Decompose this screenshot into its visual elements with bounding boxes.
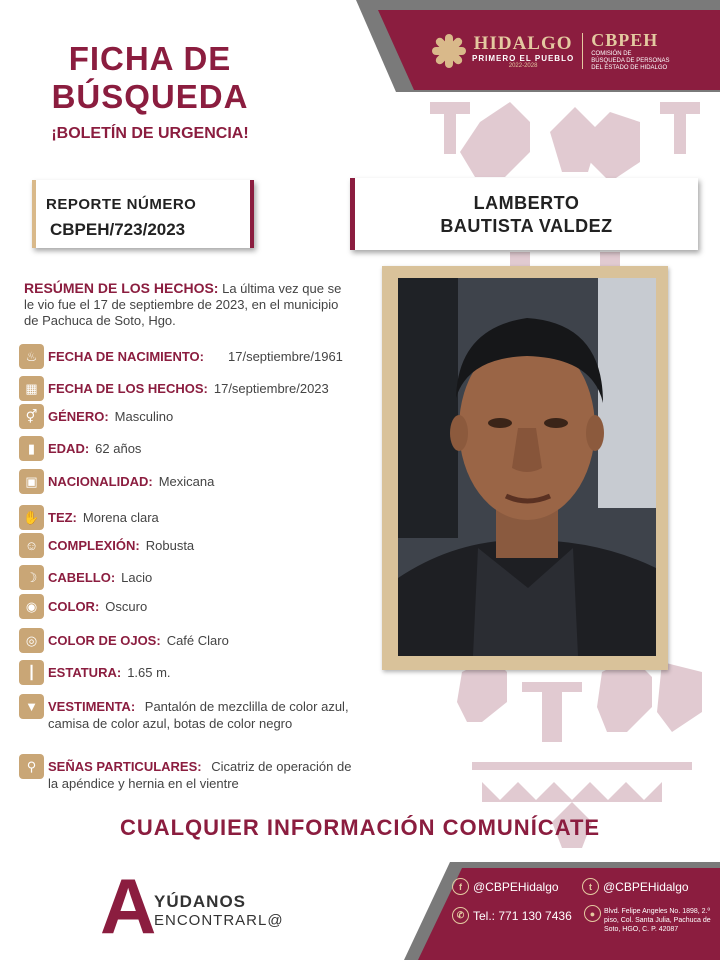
row-eyes: ◎ COLOR DE OJOS: Café Claro [19, 632, 229, 653]
summary [24, 280, 354, 329]
row-clothing: ▼ VESTIMENTA: Pantalón de mezclilla de color azul, camisa de color azul, botas de color negro [19, 698, 359, 732]
gender-icon: ⚥ [19, 404, 44, 429]
color-icon: ◉ [19, 594, 44, 619]
row-marks: ⚲ SEÑAS PARTICULARES: Cicatriz de operación de la apéndice y hernia en el vientre [19, 758, 364, 792]
row-gender: ⚥ GÉNERO: Masculino [19, 408, 173, 429]
photo-frame [382, 266, 668, 670]
cbpeh-logo: CBPEH COMISIÓN DE BÚSQUEDA DE PERSONAS DEL ESTADO DE HIDALGO [591, 30, 670, 71]
person-first-name: LAMBERTO [473, 193, 580, 213]
twitter-link[interactable]: t @CBPEHidalgo [582, 878, 689, 895]
hidalgo-flower-icon [432, 34, 466, 68]
phone-icon: ✆ [452, 907, 469, 924]
id-card-icon: ▣ [19, 469, 44, 494]
campaign-line1: YÚDANOS [154, 892, 247, 911]
person-last-name: BAUTISTA VALDEZ [440, 216, 613, 236]
person-name-box [350, 178, 698, 250]
body-icon: ☺ [19, 533, 44, 558]
age-icon: ▮ [19, 436, 44, 461]
person-photo [398, 278, 656, 656]
hair-icon: ☽ [19, 565, 44, 590]
row-birth: ♨ FECHA DE NACIMIENTO: 17/septiembre/1961 [19, 348, 343, 369]
campaign-logo-letter: A [100, 862, 157, 950]
location-pin-icon: ● [584, 905, 605, 922]
ruler-icon: ┃ [19, 660, 44, 685]
summary-label: RESÚMEN DE LOS HECHOS: [24, 280, 219, 296]
cake-icon: ♨ [19, 344, 44, 369]
report-number-box [32, 180, 254, 248]
urgent-bulletin: ¡BOLETÍN DE URGENCIA! [51, 125, 249, 142]
row-hair: ☽ CABELLO: Lacio [19, 569, 152, 590]
row-event-date: ▦ FECHA DE LOS HECHOS: 17/septiembre/2023 [19, 380, 329, 401]
campaign-line2: ENCONTRARL@ [154, 912, 284, 929]
eye-icon: ◎ [19, 628, 44, 653]
report-number: CBPEH/723/2023 [50, 220, 186, 239]
hand-icon: ✋ [19, 505, 44, 530]
row-age: ▮ EDAD: 62 años [19, 440, 141, 461]
calendar-icon: ▦ [19, 376, 44, 401]
row-height: ┃ ESTATURA: 1.65 m. [19, 664, 171, 685]
row-skin: ✋ TEZ: Morena clara [19, 509, 159, 530]
row-color: ◉ COLOR: Oscuro [19, 598, 147, 619]
header-logos [432, 30, 670, 72]
shirt-icon: ▼ [19, 694, 44, 719]
facebook-icon: f [452, 878, 469, 895]
magnifier-icon: ⚲ [19, 754, 44, 779]
phone-link[interactable]: ✆ Tel.: 771 130 7436 [452, 907, 572, 924]
report-label: REPORTE NÚMERO [46, 196, 197, 213]
header-divider [582, 33, 583, 69]
page-title: FICHA DE BÚSQUEDA [51, 40, 249, 115]
row-build: ☺ COMPLEXIÓN: Robusta [19, 537, 194, 558]
address: Blvd. Felipe Angeles No. 1898, 2.º piso, Col. Santa Julia, Pachuca de Soto, HGO, C. P. 42087 [604, 908, 711, 933]
twitter-icon: t [582, 878, 599, 895]
hidalgo-logo: HIDALGO PRIMERO EL PUEBLO 2022-2028 [472, 32, 575, 69]
call-to-action: CUALQUIER INFORMACIÓN COMUNÍCATE [119, 815, 601, 840]
facebook-link[interactable]: f @CBPEHidalgo [452, 878, 559, 895]
row-nationality: ▣ NACIONALIDAD: Mexicana [19, 473, 214, 494]
summary-text: La última vez que se le vio fue el 17 de septiembre de 2023, en el municipio de Pachuca de Soto, Hgo. [24, 281, 342, 328]
